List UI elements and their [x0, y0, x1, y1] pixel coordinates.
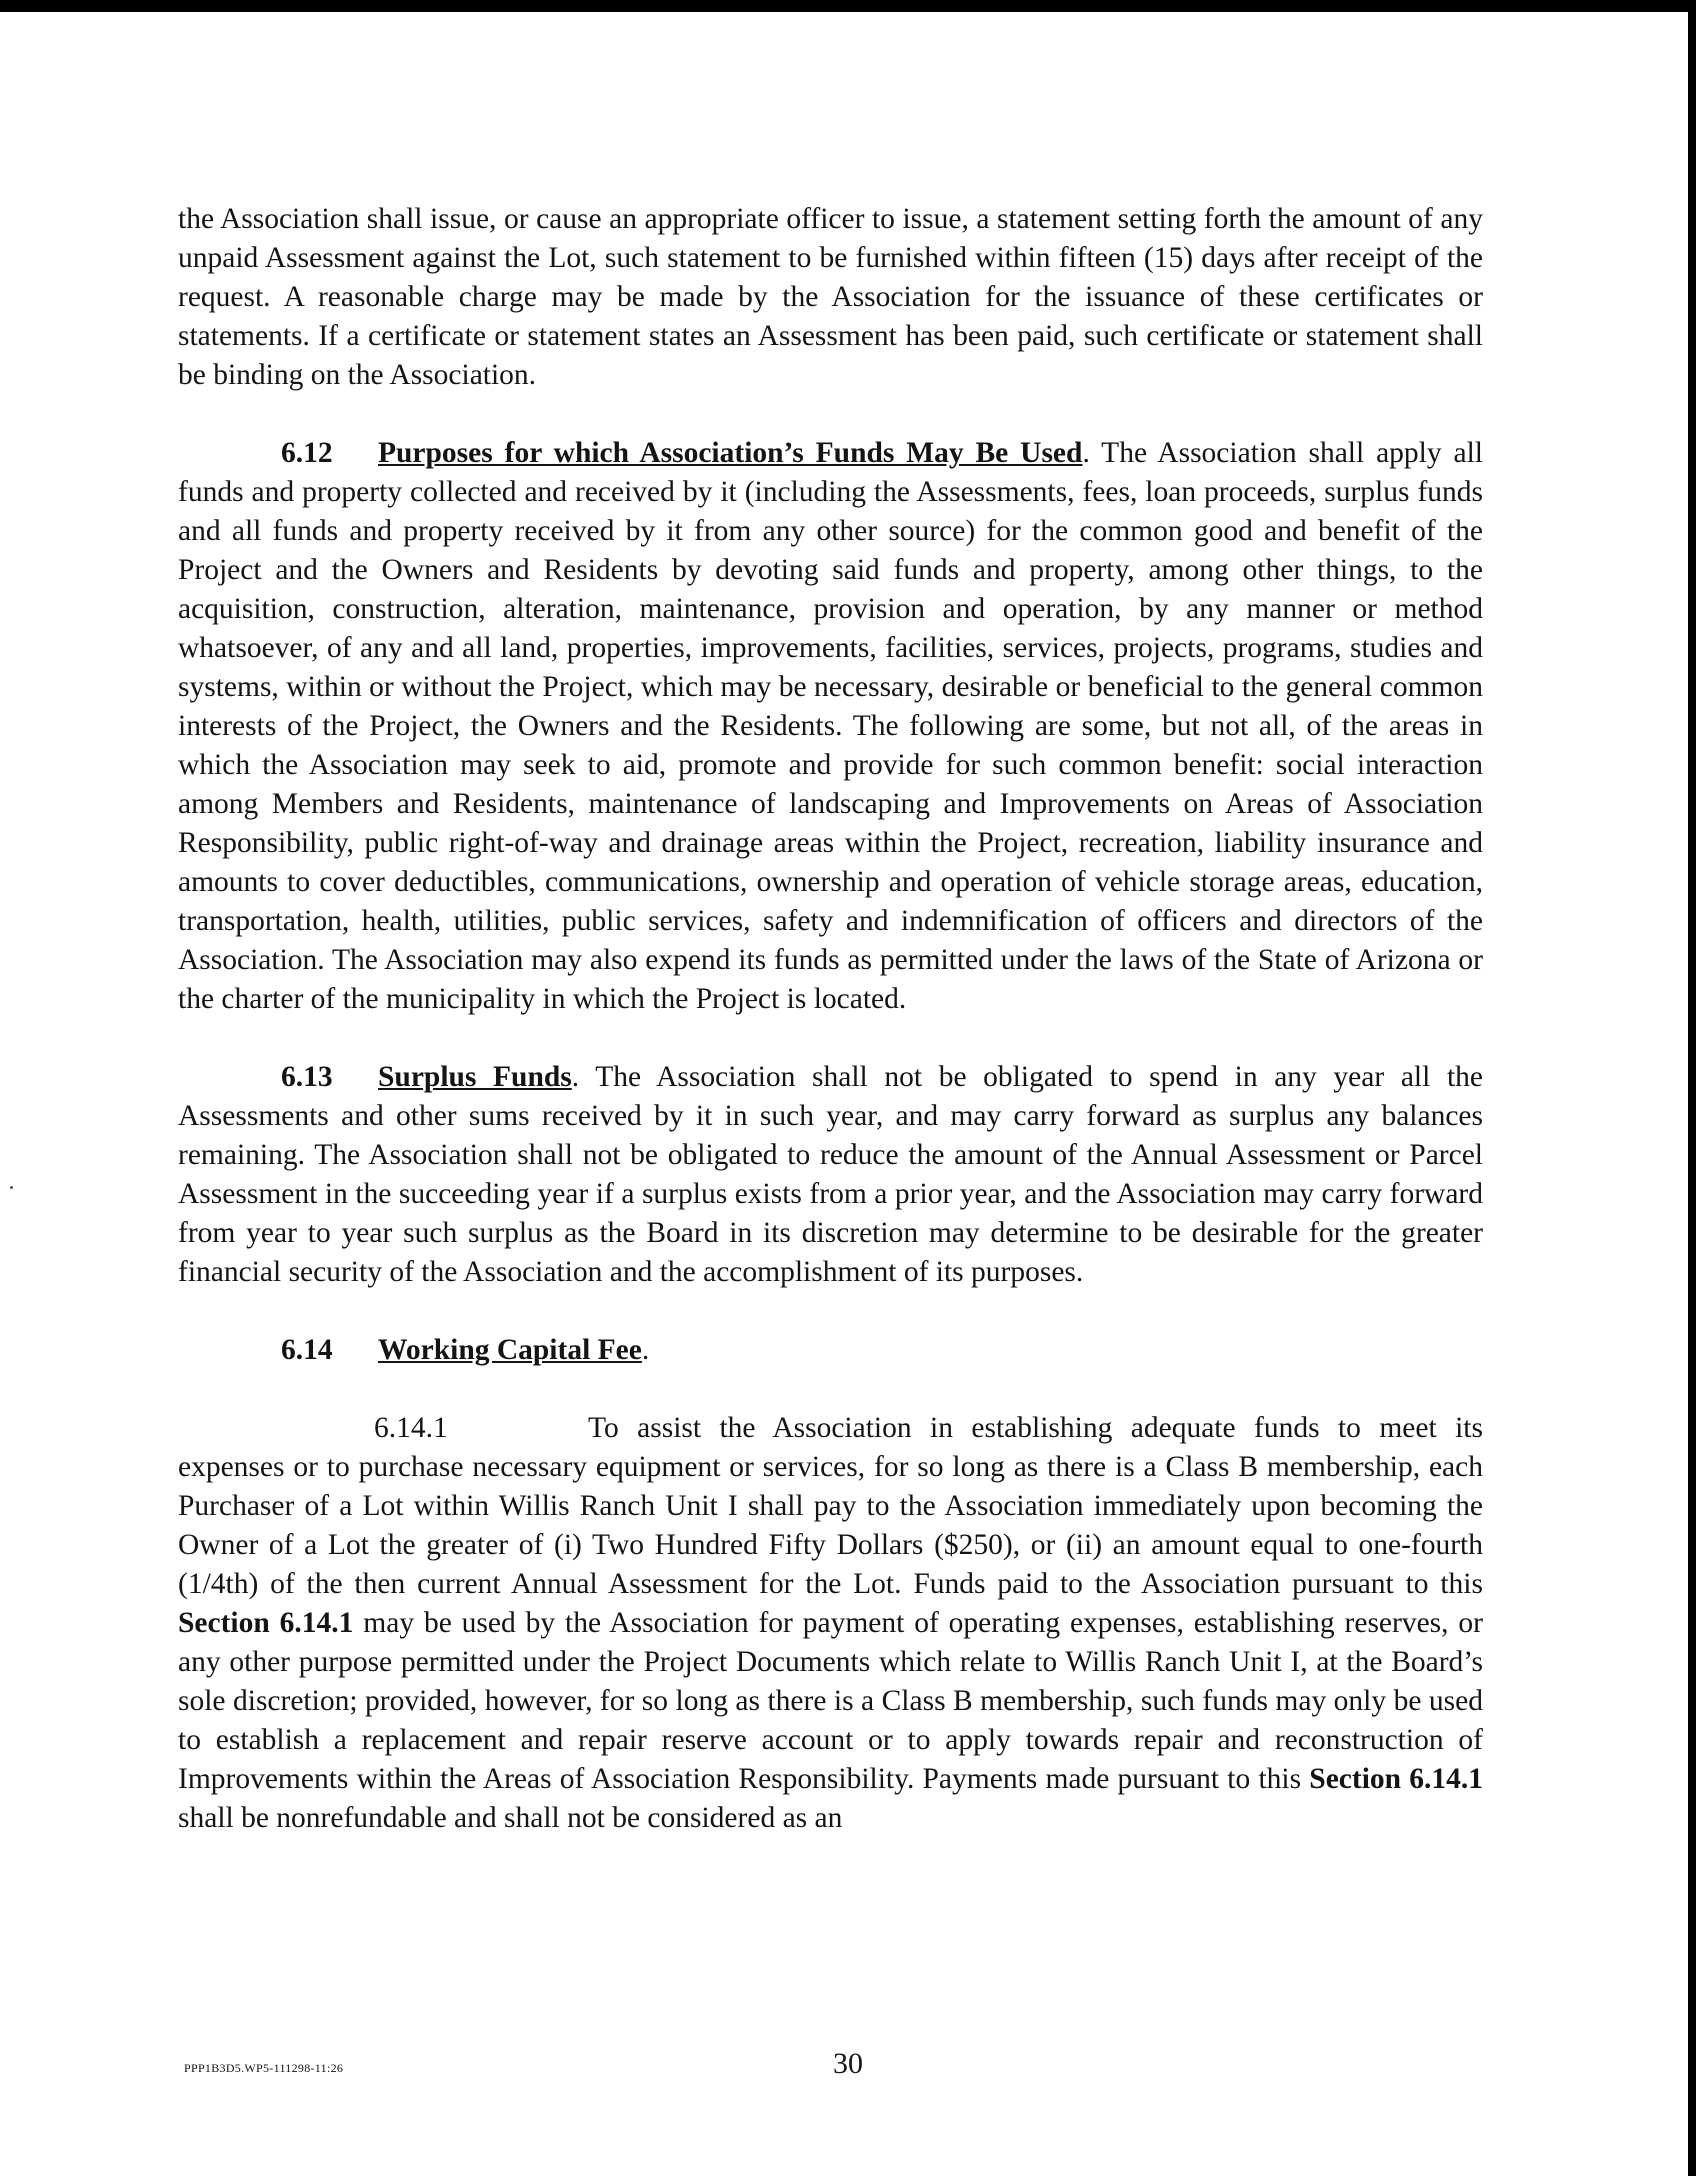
subsection-body-part3: shall be nonrefundable and shall not be considered as an	[178, 1802, 843, 1834]
section-6-12	[178, 434, 1483, 1019]
section-heading: Working Capital Fee	[378, 1334, 642, 1366]
section-reference: Section 6.14.1	[178, 1607, 354, 1639]
section-reference: Section 6.14.1	[1309, 1763, 1483, 1795]
subsection-body-part1: To assist the Association in establishing adequate funds to meet its expenses or to purchase necessary equipment or services, for so long as there is a Class B membership, each Purchaser of a Lot within Willis Ranch Unit I shall pay to the Association immediately upon becoming the Owner of a Lot the greater of (i) Two Hundred Fifty Dollars ($250), or (ii) an amount equal to one-fourth (1/4th) of the then current Annual Assessment for the Lot. Funds paid to the Association pursuant to this	[178, 1412, 1483, 1600]
section-heading: Surplus Funds	[378, 1061, 572, 1093]
page-number: 30	[833, 2047, 863, 2080]
section-heading-tail: .	[641, 1334, 650, 1366]
section-body: . The Association shall not be obligated to spend in any year all the Assessments and other sums received by it in such year, and may carry forward as surplus any balances remaining. The Association shall not be obligated to reduce the amount of the Annual Assessment or Parcel Assessment in the succeeding year if a surplus exists from a prior year, and the Association may carry forward from year to year such surplus as the Board in its discretion may determine to be desirable for the greater financial security of the Association and the accomplishment of its purposes.	[178, 1061, 1483, 1288]
section-6-14-1	[178, 1409, 1483, 1838]
section-6-13	[178, 1058, 1483, 1292]
footer-document-code: PPP1B3D5.WP5-111298-11:26	[184, 2061, 344, 2075]
document-page	[178, 200, 1483, 1838]
scan-right-border	[1688, 0, 1696, 2176]
continuation-paragraph: the Association shall issue, or cause an appropriate officer to issue, a statement setting forth the amount of any unpaid Assessment against the Lot, such statement to be furnished within fifteen (15) days after receipt of the request. A reasonable charge may be made by the Association for the issuance of these certificates or statements. If a certificate or statement states an Assessment has been paid, such certificate or statement shall be binding on the Association.	[178, 203, 1483, 391]
subsection-number: 6.14.1	[374, 1412, 448, 1444]
section-number: 6.14	[281, 1334, 333, 1366]
section-number: 6.13	[281, 1061, 333, 1093]
section-heading: Purposes for which Association’s Funds May Be Used	[378, 437, 1083, 469]
scan-top-border	[0, 0, 1696, 12]
subsection-body-part2: may be used by the Association for payment of operating expenses, establishing reserves, or any other purpose permitted under the Project Documents which relate to Willis Ranch Unit I, at the Board’s sole discretion; provided, however, for so long as there is a Class B membership, such funds may only be used to establish a replacement and repair reserve account or to apply towards repair and reconstruction of Improvements within the Areas of Association Responsibility. Payments made pursuant to this	[178, 1607, 1483, 1795]
section-body: . The Association shall apply all funds and property collected and received by it (including the Assessments, fees, loan proceeds, surplus funds and all funds and property received by it from any other source) for the common good and benefit of the Project and the Owners and Residents by devoting said funds and property, among other things, to the acquisition, construction, alteration, maintenance, provision and operation, by any manner or method whatsoever, of any and all land, properties, improvements, facilities, services, projects, programs, studies and systems, within or without the Project, which may be necessary, desirable or beneficial to the general common interests of the Project, the Owners and the Residents. The following are some, but not all, of the areas in which the Association may seek to aid, promote and provide for such common benefit: social interaction among Members and Residents, maintenance of landscaping and Improvements on Areas of Association Responsibility, public right-of-way and drainage areas within the Project, recreation, liability insurance and amounts to cover deductibles, communications, ownership and operation of vehicle storage areas, education, transportation, health, utilities, public services, safety and indemnification of officers and directors of the Association. The Association may also expend its funds as permitted under the laws of the State of Arizona or the charter of the municipality in which the Project is located.	[178, 437, 1483, 1015]
scan-speck	[10, 1186, 13, 1189]
section-6-14	[178, 1331, 1483, 1370]
section-number: 6.12	[281, 437, 333, 469]
